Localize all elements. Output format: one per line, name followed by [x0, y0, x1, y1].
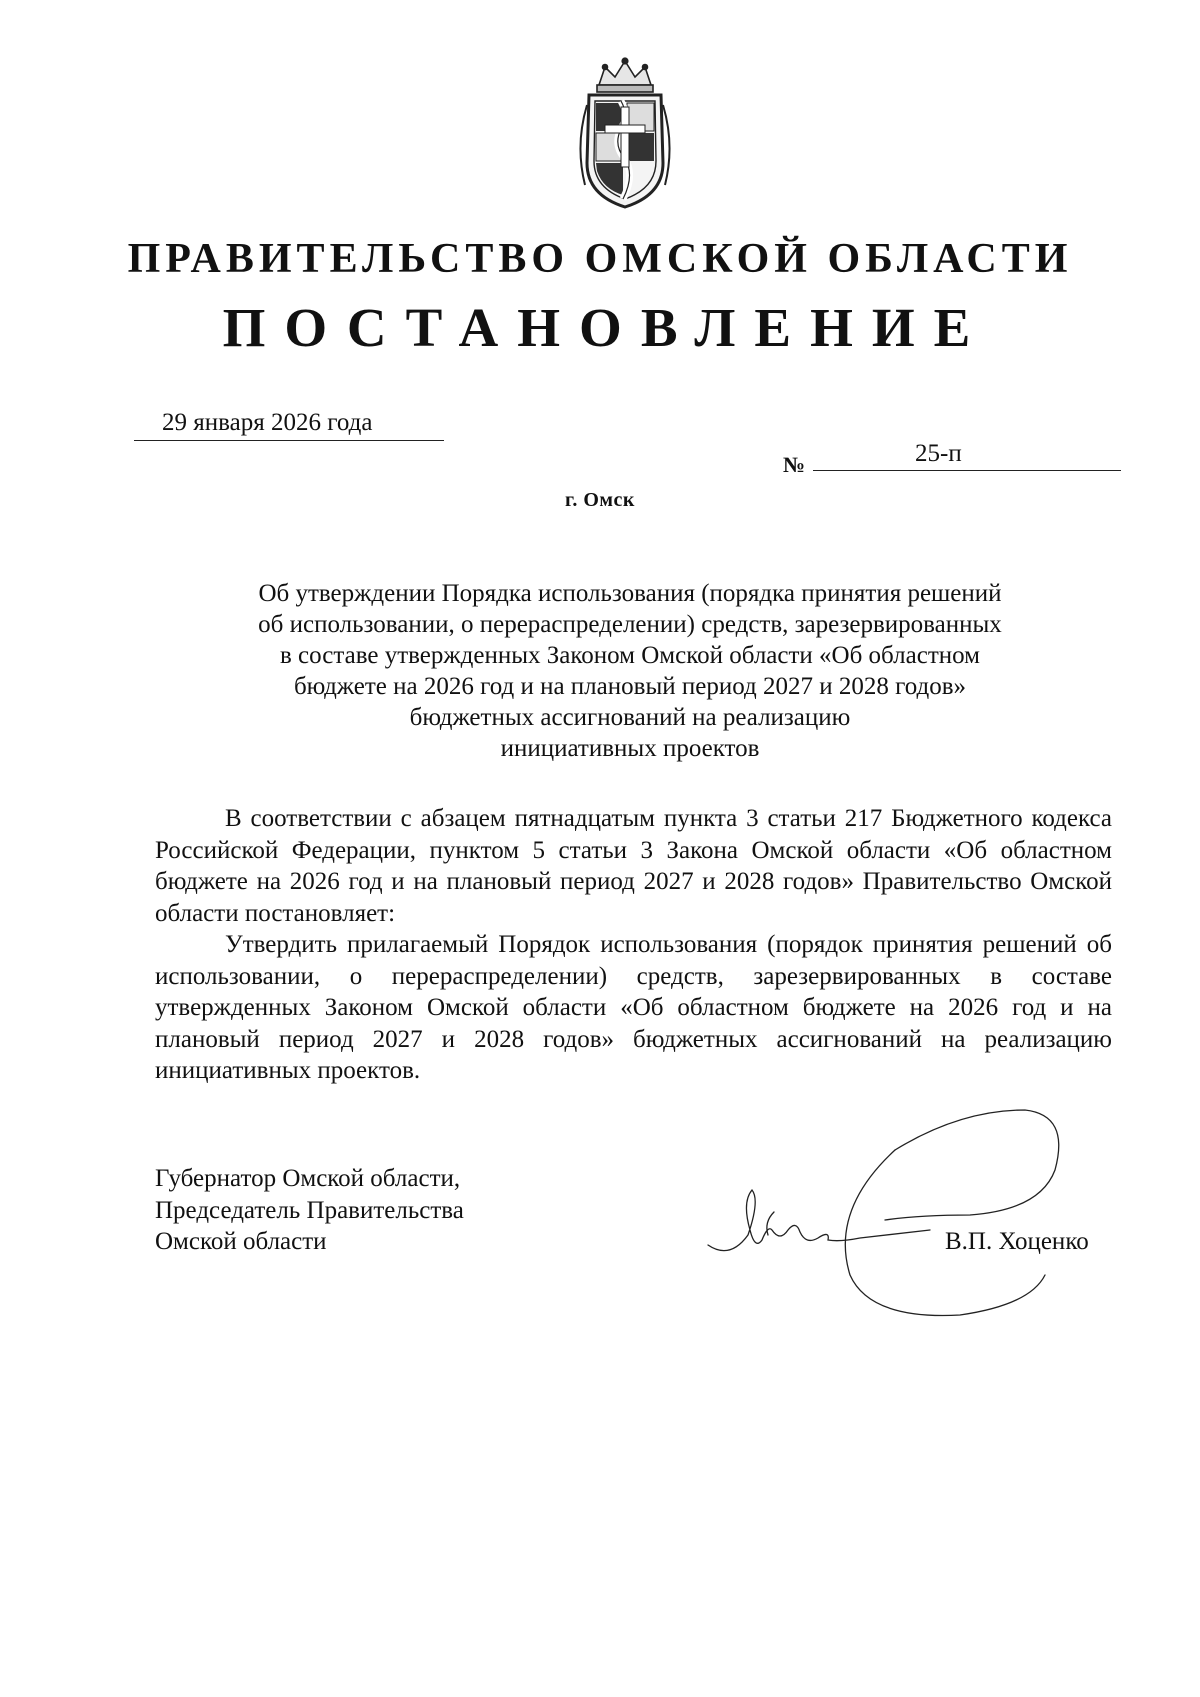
number-label: №	[783, 452, 806, 477]
coat-of-arms-icon	[565, 55, 685, 215]
document-type-heading: ПОСТАНОВЛЕНИЕ	[222, 297, 990, 358]
document-subject: Об утверждении Порядка использования (порядка принятия решений об использовании, о перераспределении) средств, зарезервированных в составе утвержденных Законом Омской области «Об областном бюджете на 2026 год и на плановый период 2027 и 2028 годов» бюджетных ассигнований на реализацию инициативных проектов	[258, 580, 1002, 762]
document-body	[155, 803, 1112, 1087]
handwritten-signature-icon	[700, 1090, 1120, 1330]
organization-title: ПРАВИТЕЛЬСТВО ОМСКОЙ ОБЛАСТИ	[127, 236, 1073, 282]
number-field	[813, 440, 1121, 471]
document-number: 25-п	[915, 440, 962, 467]
signer-position: Губернатор Омской области, Председатель Правительства Омской области	[155, 1165, 464, 1255]
city-label: г. Омск	[565, 489, 635, 511]
document-date: 29 января 2026 года	[162, 409, 373, 436]
date-field	[134, 409, 444, 441]
signer-name: В.П. Хоценко	[945, 1228, 1089, 1255]
body-paragraph-2: Утвердить прилагаемый Порядок использования (порядок принятия решений об использовании, о перераспределении) средств, зарезервированных в составе утвержденных Законом Омской области «Об областном бюджете на 2026 год и на плановый период 2027 и 2028 годов» бюджетных ассигнований на реализацию инициативных проектов.	[155, 931, 1112, 1084]
body-paragraph-1: В соответствии с абзацем пятнадцатым пункта 3 статьи 217 Бюджетного кодекса Российской Федерации, пунктом 5 статьи 3 Закона Омской области «Об областном бюджете на 2026 год и на плановый период 2027 и 2028 годов» Правительство Омской области постановляет:	[155, 805, 1112, 927]
